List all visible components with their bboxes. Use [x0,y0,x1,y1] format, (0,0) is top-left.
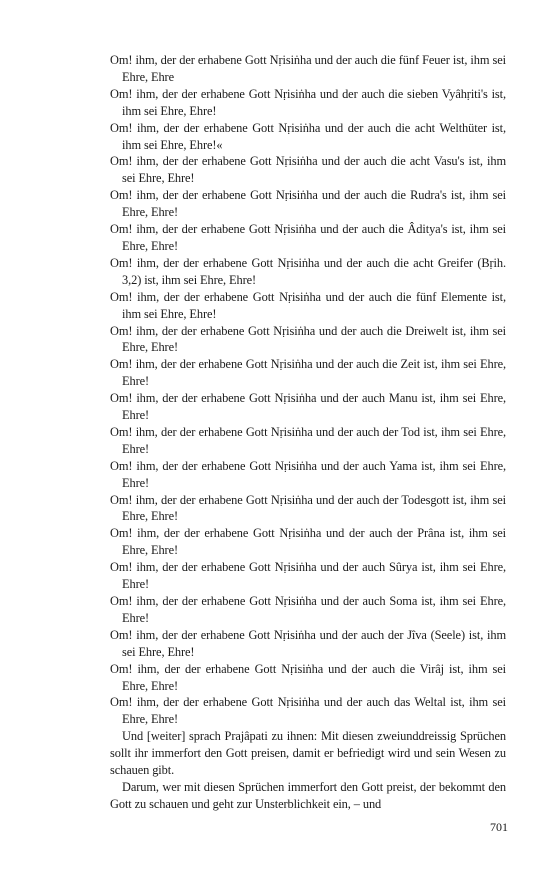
stanza-11: Om! ihm, der der erhabene Gott Nṛisiṅha und der auch Manu ist, ihm sei Ehre, Ehre! [110,391,506,423]
stanza-19: Om! ihm, der der erhabene Gott Nṛisiṅha und der auch die Virâj ist, ihm sei Ehre, Ehre! [110,661,506,693]
stanza-18: Om! ihm, der der erhabene Gott Nṛisiṅha und der auch der Jîva (Seele) ist, ihm sei Ehre, Ehre! [110,627,506,659]
stanza-1: Om! ihm, der der erhabene Gott Nṛisiṅha und der auch die fünf Feuer ist, ihm sei Ehre, Ehre [110,53,506,84]
stanza-13: Om! ihm, der der erhabene Gott Nṛisiṅha und der auch Yama ist, ihm sei Ehre, Ehre! [110,458,506,490]
stanza-12: Om! ihm, der der erhabene Gott Nṛisiṅha und der auch der Tod ist, ihm sei Ehre, Ehre! [110,424,506,456]
stanza-7: Om! ihm, der der erhabene Gott Nṛisiṅha und der auch die acht Greifer (Bṛih. 3,2) ist, ihm sei Ehre, Ehre! [110,255,506,287]
stanza-5: Om! ihm, der der erhabene Gott Nṛisiṅha und der auch die Rudra's ist, ihm sei Ehre, Ehre! [110,188,506,220]
stanza-3: Om! ihm, der der erhabene Gott Nṛisiṅha und der auch die acht Welthüter ist, ihm sei Ehre, Ehre!« [110,120,506,152]
stanza-14: Om! ihm, der der erhabene Gott Nṛisiṅha und der auch der Todesgott ist, ihm sei Ehre, Ehre! [110,492,506,524]
stanza-15: Om! ihm, der der erhabene Gott Nṛisiṅha und der auch der Prâna ist, ihm sei Ehre, Ehre! [110,526,506,558]
page-number: 701 [490,820,508,834]
stanza-2: Om! ihm, der der erhabene Gott Nṛisiṅha und der auch die sieben Vyâhṛiti's ist, ihm sei Ehre, Ehre! [110,86,506,118]
stanza-4: Om! ihm, der der erhabene Gott Nṛisiṅha und der auch die acht Vasu's ist, ihm sei Ehre, Ehre! [110,154,506,186]
paragraph-1: Und [weiter] sprach Prajâpati zu ihnen: Mit diesen zweiunddreissig Sprüchen sollt ihr immerfort den Gott preisen, damit er befriedigt wird und sein Wesen zu schauen gibt. [110,729,506,778]
stanza-16: Om! ihm, der der erhabene Gott Nṛisiṅha und der auch Sûrya ist, ihm sei Ehre, Ehre! [110,560,506,592]
stanza-17: Om! ihm, der der erhabene Gott Nṛisiṅha und der auch Soma ist, ihm sei Ehre, Ehre! [110,594,506,625]
stanza-10: Om! ihm, der der erhabene Gott Nṛisiṅha und der auch die Zeit ist, ihm sei Ehre, Ehre! [110,357,506,389]
stanza-20: Om! ihm, der der erhabene Gott Nṛisiṅha und der auch das Weltal ist, ihm sei Ehre, Ehre! [110,695,506,727]
page-body [110,52,506,813]
stanza-9: Om! ihm, der der erhabene Gott Nṛisiṅha und der auch die Dreiwelt ist, ihm sei Ehre, Ehre! [110,323,506,355]
stanza-8: Om! ihm, der der erhabene Gott Nṛisiṅha und der auch die fünf Elemente ist, ihm sei Ehre, Ehre! [110,289,506,321]
stanza-6: Om! ihm, der der erhabene Gott Nṛisiṅha und der auch die Âditya's ist, ihm sei Ehre, Ehre! [110,222,506,253]
paragraph-2: Darum, wer mit diesen Sprüchen immerfort den Gott preist, der bekommt den Gott zu schauen und geht zur Unsterblichkeit ein, – und [110,779,506,811]
